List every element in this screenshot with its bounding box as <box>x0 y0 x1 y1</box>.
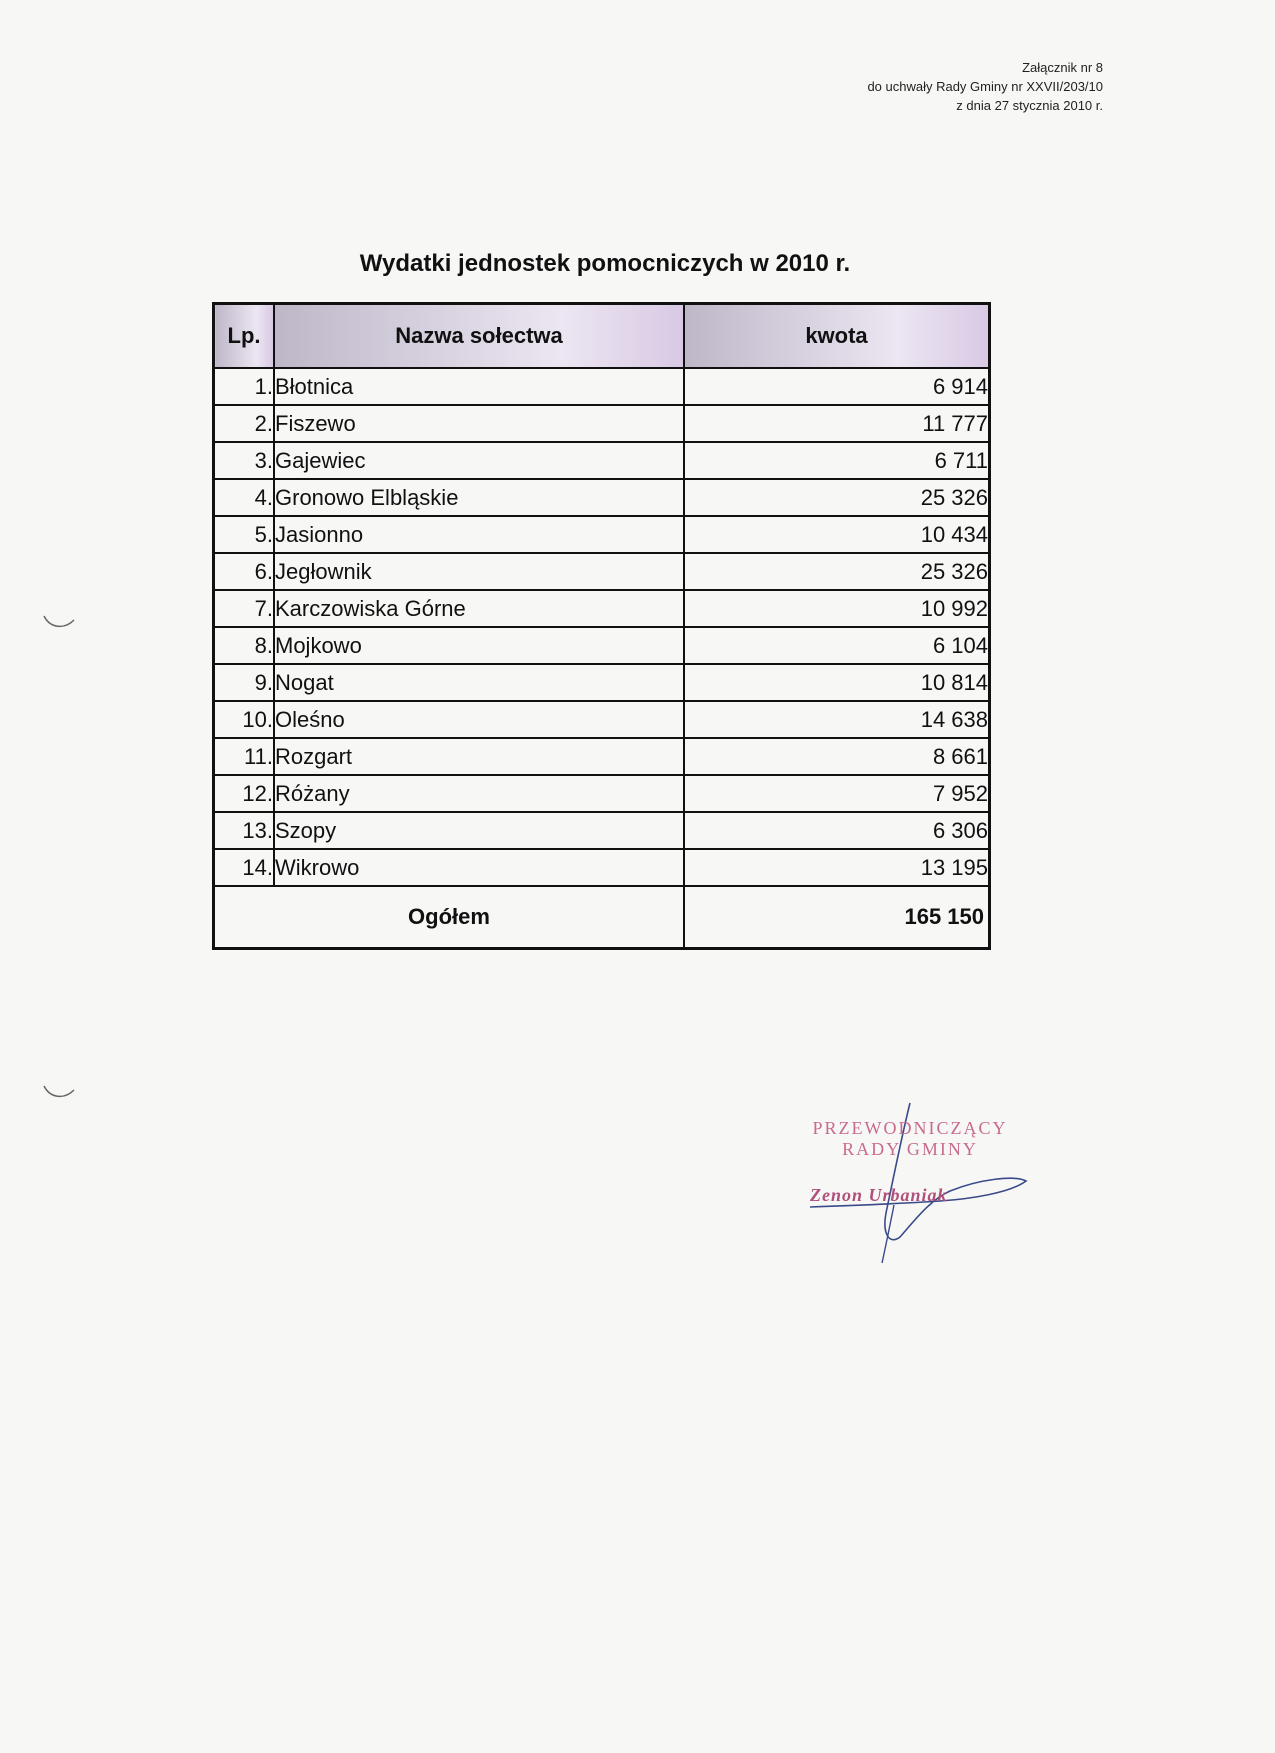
row-name: Gajewiec <box>274 442 684 479</box>
table-row <box>214 701 990 738</box>
table-row <box>214 553 990 590</box>
row-lp: 8. <box>214 627 275 664</box>
column-header-lp: Lp. <box>214 304 275 369</box>
row-name: Wikrowo <box>274 849 684 886</box>
row-name: Karczowiska Górne <box>274 590 684 627</box>
row-amount: 11 777 <box>684 405 990 442</box>
row-lp: 13. <box>214 812 275 849</box>
row-amount: 7 952 <box>684 775 990 812</box>
row-amount: 6 104 <box>684 627 990 664</box>
row-name: Różany <box>274 775 684 812</box>
punch-hole-mark <box>40 610 80 634</box>
row-amount: 10 434 <box>684 516 990 553</box>
row-amount: 25 326 <box>684 553 990 590</box>
row-amount: 14 638 <box>684 701 990 738</box>
row-lp: 10. <box>214 701 275 738</box>
row-lp: 6. <box>214 553 275 590</box>
row-name: Gronowo Elbląskie <box>274 479 684 516</box>
row-amount: 6 914 <box>684 368 990 405</box>
punch-hole-mark <box>40 1080 80 1104</box>
row-name: Szopy <box>274 812 684 849</box>
row-name: Nogat <box>274 664 684 701</box>
expenses-table <box>212 302 991 950</box>
row-lp: 3. <box>214 442 275 479</box>
table-row <box>214 479 990 516</box>
table-row <box>214 590 990 627</box>
table-header-row <box>214 304 990 369</box>
row-amount: 6 711 <box>684 442 990 479</box>
row-lp: 1. <box>214 368 275 405</box>
row-amount: 6 306 <box>684 812 990 849</box>
row-name: Fiszewo <box>274 405 684 442</box>
annex-line-2: do uchwały Rady Gminy nr XXVII/203/10 <box>867 79 1103 94</box>
row-name: Mojkowo <box>274 627 684 664</box>
row-lp: 14. <box>214 849 275 886</box>
row-name: Oleśno <box>274 701 684 738</box>
row-lp: 2. <box>214 405 275 442</box>
official-stamp <box>795 1118 1025 1160</box>
annex-line-1: Załącznik nr 8 <box>1022 60 1103 75</box>
total-row <box>214 886 990 949</box>
annex-line-3: z dnia 27 stycznia 2010 r. <box>956 98 1103 113</box>
row-lp: 9. <box>214 664 275 701</box>
row-amount: 10 814 <box>684 664 990 701</box>
table-row <box>214 812 990 849</box>
row-lp: 12. <box>214 775 275 812</box>
table-row <box>214 664 990 701</box>
table-row <box>214 516 990 553</box>
table-row <box>214 442 990 479</box>
column-header-name: Nazwa sołectwa <box>274 304 684 369</box>
row-name: Jegłownik <box>274 553 684 590</box>
row-amount: 25 326 <box>684 479 990 516</box>
table-row <box>214 849 990 886</box>
table-row <box>214 368 990 405</box>
row-amount: 10 992 <box>684 590 990 627</box>
row-name: Jasionno <box>274 516 684 553</box>
table-row <box>214 627 990 664</box>
stamp-line-1: PRZEWODNICZĄCY <box>812 1118 1008 1138</box>
stamp-line-2: RADY GMINY <box>842 1139 978 1159</box>
total-amount: 165 150 <box>684 886 990 949</box>
document-title: Wydatki jednostek pomocniczych w 2010 r. <box>359 250 851 277</box>
row-amount: 8 661 <box>684 738 990 775</box>
table-body <box>214 368 990 886</box>
table-row <box>214 738 990 775</box>
row-lp: 11. <box>214 738 275 775</box>
row-lp: 7. <box>214 590 275 627</box>
stamp-name: Zenon Urbaniak <box>810 1185 948 1205</box>
column-header-amount: kwota <box>684 304 990 369</box>
total-label: Ogółem <box>214 886 685 949</box>
row-name: Błotnica <box>274 368 684 405</box>
row-lp: 5. <box>214 516 275 553</box>
annex-header <box>867 58 1103 115</box>
row-lp: 4. <box>214 479 275 516</box>
table-row <box>214 775 990 812</box>
row-name: Rozgart <box>274 738 684 775</box>
row-amount: 13 195 <box>684 849 990 886</box>
table-row <box>214 405 990 442</box>
